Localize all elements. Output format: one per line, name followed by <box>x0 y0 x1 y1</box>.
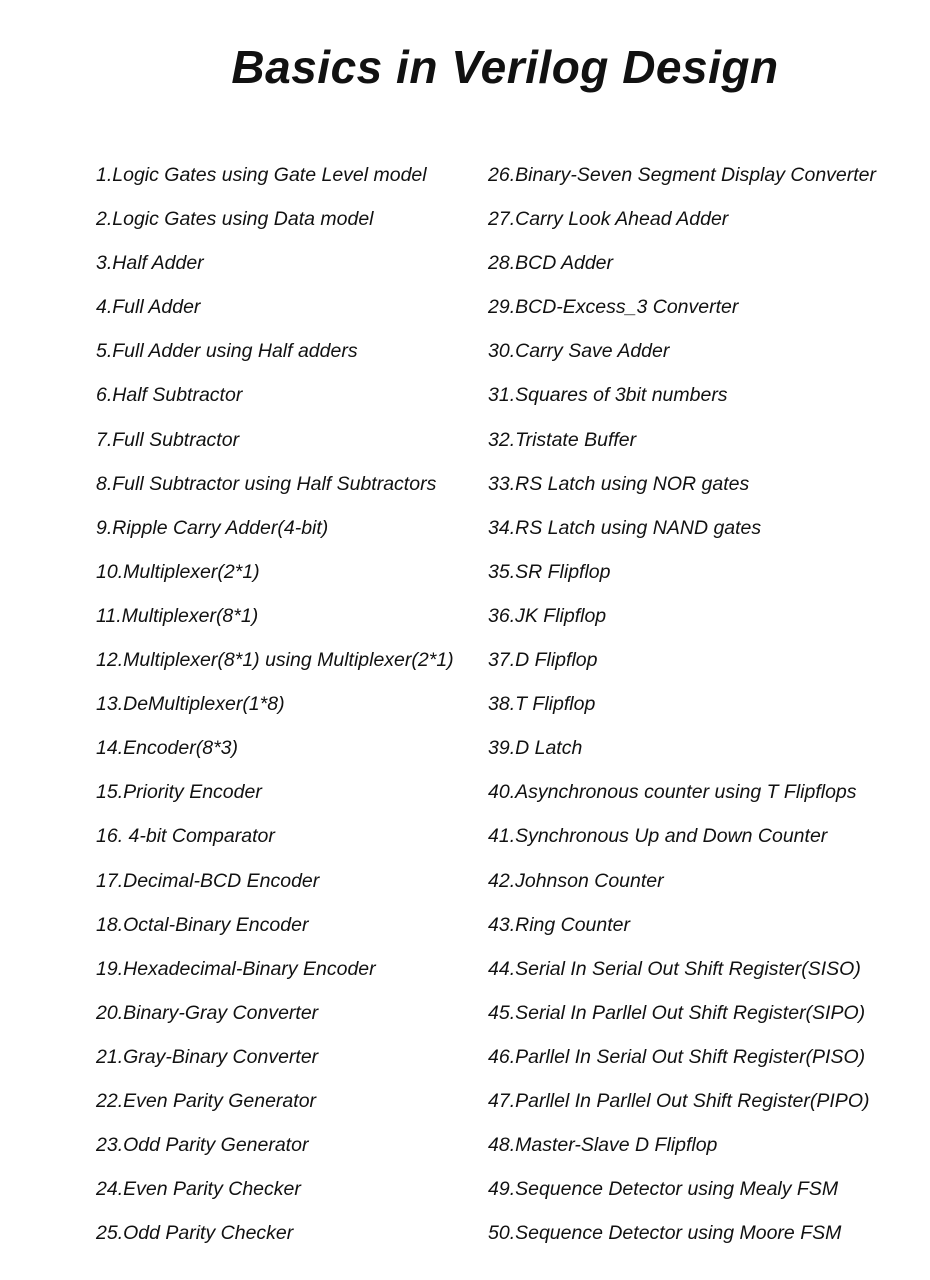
list-item: 34.RS Latch using NAND gates <box>488 516 762 539</box>
list-item: 37.D Flipflop <box>488 649 598 672</box>
list-item: 10.Multiplexer(2*1) <box>96 560 260 583</box>
list-item: 49.Sequence Detector using Mealy FSM <box>488 1178 839 1201</box>
list-item: 15.Priority Encoder <box>96 781 262 804</box>
list-item: 30.Carry Save Adder <box>488 340 670 363</box>
list-item: 26.Binary-Seven Segment Display Converter <box>488 164 877 186</box>
list-item: 6.Half Subtractor <box>96 384 243 407</box>
list-item: 19.Hexadecimal-Binary Encoder <box>96 957 376 980</box>
list-item: 41.Synchronous Up and Down Counter <box>488 825 828 848</box>
list-item: 14.Encoder(8*3) <box>96 737 239 760</box>
list-item: 39.D Latch <box>488 737 583 760</box>
list-item: 8.Full Subtractor using Half Subtractors <box>96 472 437 495</box>
list-item: 29.BCD-Excess_3 Converter <box>488 296 739 319</box>
list-item: 2.Logic Gates using Data model <box>96 208 374 231</box>
list-item: 7.Full Subtractor <box>96 428 240 451</box>
list-item: 38.T Flipflop <box>488 693 596 716</box>
list-item: 33.RS Latch using NOR gates <box>488 472 750 495</box>
list-item: 16. 4-bit Comparator <box>96 825 275 848</box>
list-item: 31.Squares of 3bit numbers <box>488 384 728 407</box>
list-item: 50.Sequence Detector using Moore FSM <box>488 1222 842 1245</box>
list-item: 1.Logic Gates using Gate Level model <box>96 164 427 186</box>
topic-list-left <box>96 160 496 1262</box>
list-item: 21.Gray-Binary Converter <box>96 1045 319 1068</box>
list-item: 9.Ripple Carry Adder(4-bit) <box>96 516 329 539</box>
list-item: 27.Carry Look Ahead Adder <box>488 208 729 231</box>
list-item: 4.Full Adder <box>96 296 201 319</box>
list-item: 3.Half Adder <box>96 252 204 275</box>
list-item: 46.Parllel In Serial Out Shift Register(PISO) <box>488 1045 866 1068</box>
list-item: 47.Parllel In Parllel Out Shift Register(PIPO) <box>488 1089 870 1112</box>
list-item: 23.Odd Parity Generator <box>96 1134 309 1157</box>
list-item: 36.JK Flipflop <box>488 604 607 627</box>
list-item: 13.DeMultiplexer(1*8) <box>96 693 285 716</box>
list-item: 18.Octal-Binary Encoder <box>96 913 309 936</box>
list-item: 40.Asynchronous counter using T Flipflops <box>488 781 857 804</box>
list-item: 24.Even Parity Checker <box>96 1178 301 1201</box>
list-item: 25.Odd Parity Checker <box>96 1222 294 1245</box>
list-item: 44.Serial In Serial Out Shift Register(SISO) <box>488 957 861 980</box>
list-item: 11.Multiplexer(8*1) <box>96 604 259 627</box>
list-item: 35.SR Flipflop <box>488 560 611 583</box>
list-item: 12.Multiplexer(8*1) using Multiplexer(2*1) <box>96 649 454 672</box>
list-item: 48.Master-Slave D Flipflop <box>488 1134 718 1157</box>
list-item: 20.Binary-Gray Converter <box>96 1001 319 1024</box>
list-item: 32.Tristate Buffer <box>488 428 637 451</box>
list-item: 22.Even Parity Generator <box>96 1089 317 1112</box>
list-item: 45.Serial In Parllel Out Shift Register(SIPO) <box>488 1001 866 1024</box>
page-title: Basics in Verilog Design <box>231 41 779 93</box>
list-item: 42.Johnson Counter <box>488 869 664 892</box>
list-item: 17.Decimal-BCD Encoder <box>96 869 320 892</box>
topic-list-right <box>488 160 923 1262</box>
list-item: 28.BCD Adder <box>488 252 614 275</box>
list-item: 43.Ring Counter <box>488 913 631 936</box>
list-item: 5.Full Adder using Half adders <box>96 340 358 363</box>
